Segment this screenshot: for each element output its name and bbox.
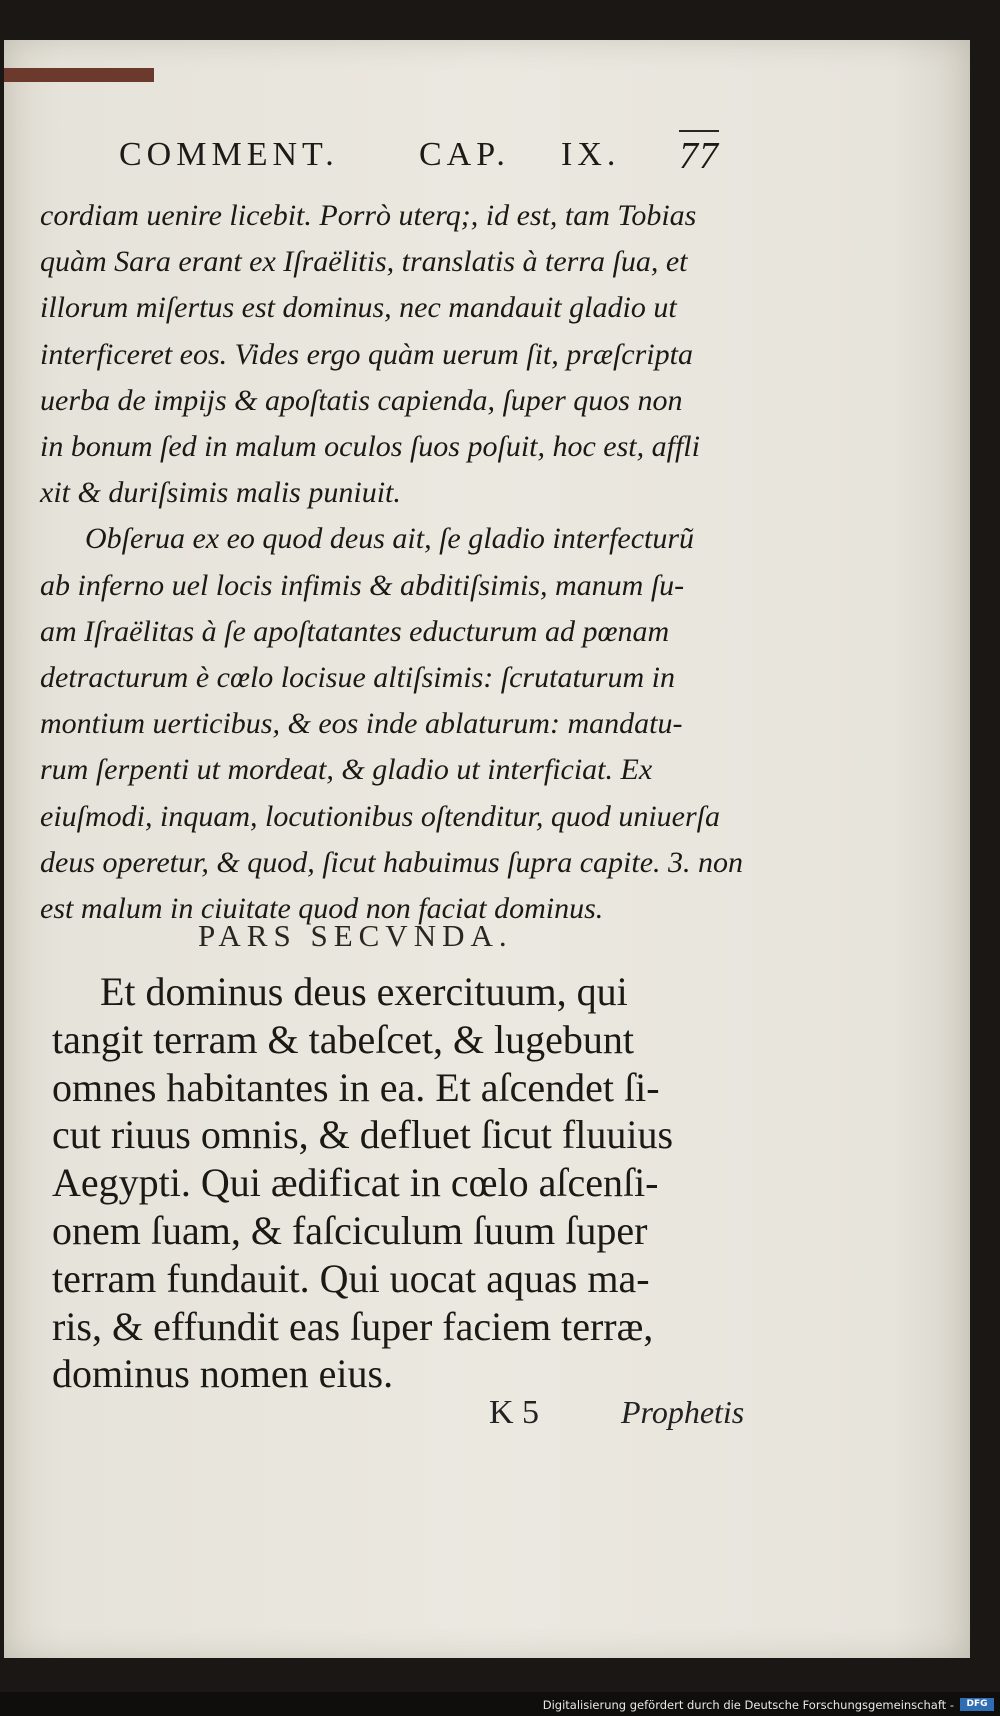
commentary-line: illorum miſertus est dominus, nec mandauit gladio ut — [40, 291, 677, 325]
verse-line: Aegypti. Qui ædificat in cœlo aſcenſi- — [52, 1160, 659, 1206]
page-edge — [4, 68, 154, 82]
commentary-line: est malum in ciuitate quod non faciat dominus. — [40, 892, 604, 926]
commentary-line: uerba de impijs & apoſtatis capienda, ſuper quos non — [40, 383, 683, 417]
commentary-line: montium uerticibus, & eos inde ablaturum: mandatu- — [40, 707, 683, 741]
commentary-line: am Iſraëlitas à ſe apoſtatantes educturum ad pœnam — [40, 614, 670, 648]
commentary-line: in bonum ſed in malum oculos ſuos poſuit, hoc est, affli — [40, 430, 700, 464]
section-heading: PARS SECVNDA. — [198, 918, 513, 953]
verse-line: terram fundauit. Qui uocat aquas ma- — [52, 1255, 650, 1301]
commentary-line: ab inferno uel locis infimis & abditiſsimis, manum ſu- — [40, 568, 685, 602]
folio-number: 77 — [679, 130, 719, 178]
commentary-line: rum ſerpenti ut mordeat, & gladio ut interficiat. Ex — [40, 753, 653, 787]
commentary-line: Obſerua ex eo quod deus ait, ſe gladio interfecturũ — [85, 522, 695, 556]
dfg-logo[interactable]: DFG — [960, 1698, 994, 1711]
catchword: Prophetis — [621, 1394, 745, 1430]
commentary-line: xit & duriſsimis malis puniuit. — [40, 476, 401, 510]
footer-credit: Digitalisierung gefördert durch die Deutsche Forschungsgemeinschaft - — [542, 1698, 954, 1712]
verse-line: cut riuus omnis, & defluet ſicut fluuius — [52, 1112, 674, 1158]
commentary-line: detracturum è cœlo locisue altiſsimis: ſcrutaturum in — [40, 661, 675, 695]
chapter-number: IX. — [561, 136, 621, 173]
verse-line: Et dominus deus exercituum, qui — [100, 969, 628, 1014]
verse-line: dominus nomen eius. — [52, 1351, 394, 1397]
running-head: COMMENT. — [119, 136, 339, 173]
verse-line: ris, & effundit eas ſuper faciem terræ, — [52, 1303, 654, 1349]
scripture-verse — [52, 968, 752, 1398]
verse-line: onem ſuam, & faſciculum ſuum ſuper — [52, 1207, 648, 1253]
signature-mark: K 5 — [489, 1394, 540, 1431]
chapter-label: CAP. — [419, 136, 510, 173]
commentary-line: deus operetur, & quod, ſicut habuimus ſupra capite. 3. non — [40, 845, 744, 879]
footer-bar — [0, 1692, 1000, 1716]
commentary-line: eiuſmodi, inquam, locutionibus oſtenditur, quod uniuerſa — [40, 799, 720, 833]
commentary-line: quàm Sara erant ex Iſraëlitis, translatis à terra ſua, et — [40, 245, 688, 279]
commentary-line: cordiam uenire licebit. Porrò uterq;, id est, tam Tobias — [40, 199, 697, 232]
commentary-text — [40, 193, 744, 932]
verse-line: omnes habitantes in ea. Et aſcendet ſi- — [52, 1064, 660, 1110]
verse-line: tangit terram & tabeſcet, & lugebunt — [52, 1016, 635, 1062]
book-page — [4, 40, 970, 1658]
commentary-line: interficeret eos. Vides ergo quàm uerum ſit, præſcripta — [40, 337, 693, 371]
